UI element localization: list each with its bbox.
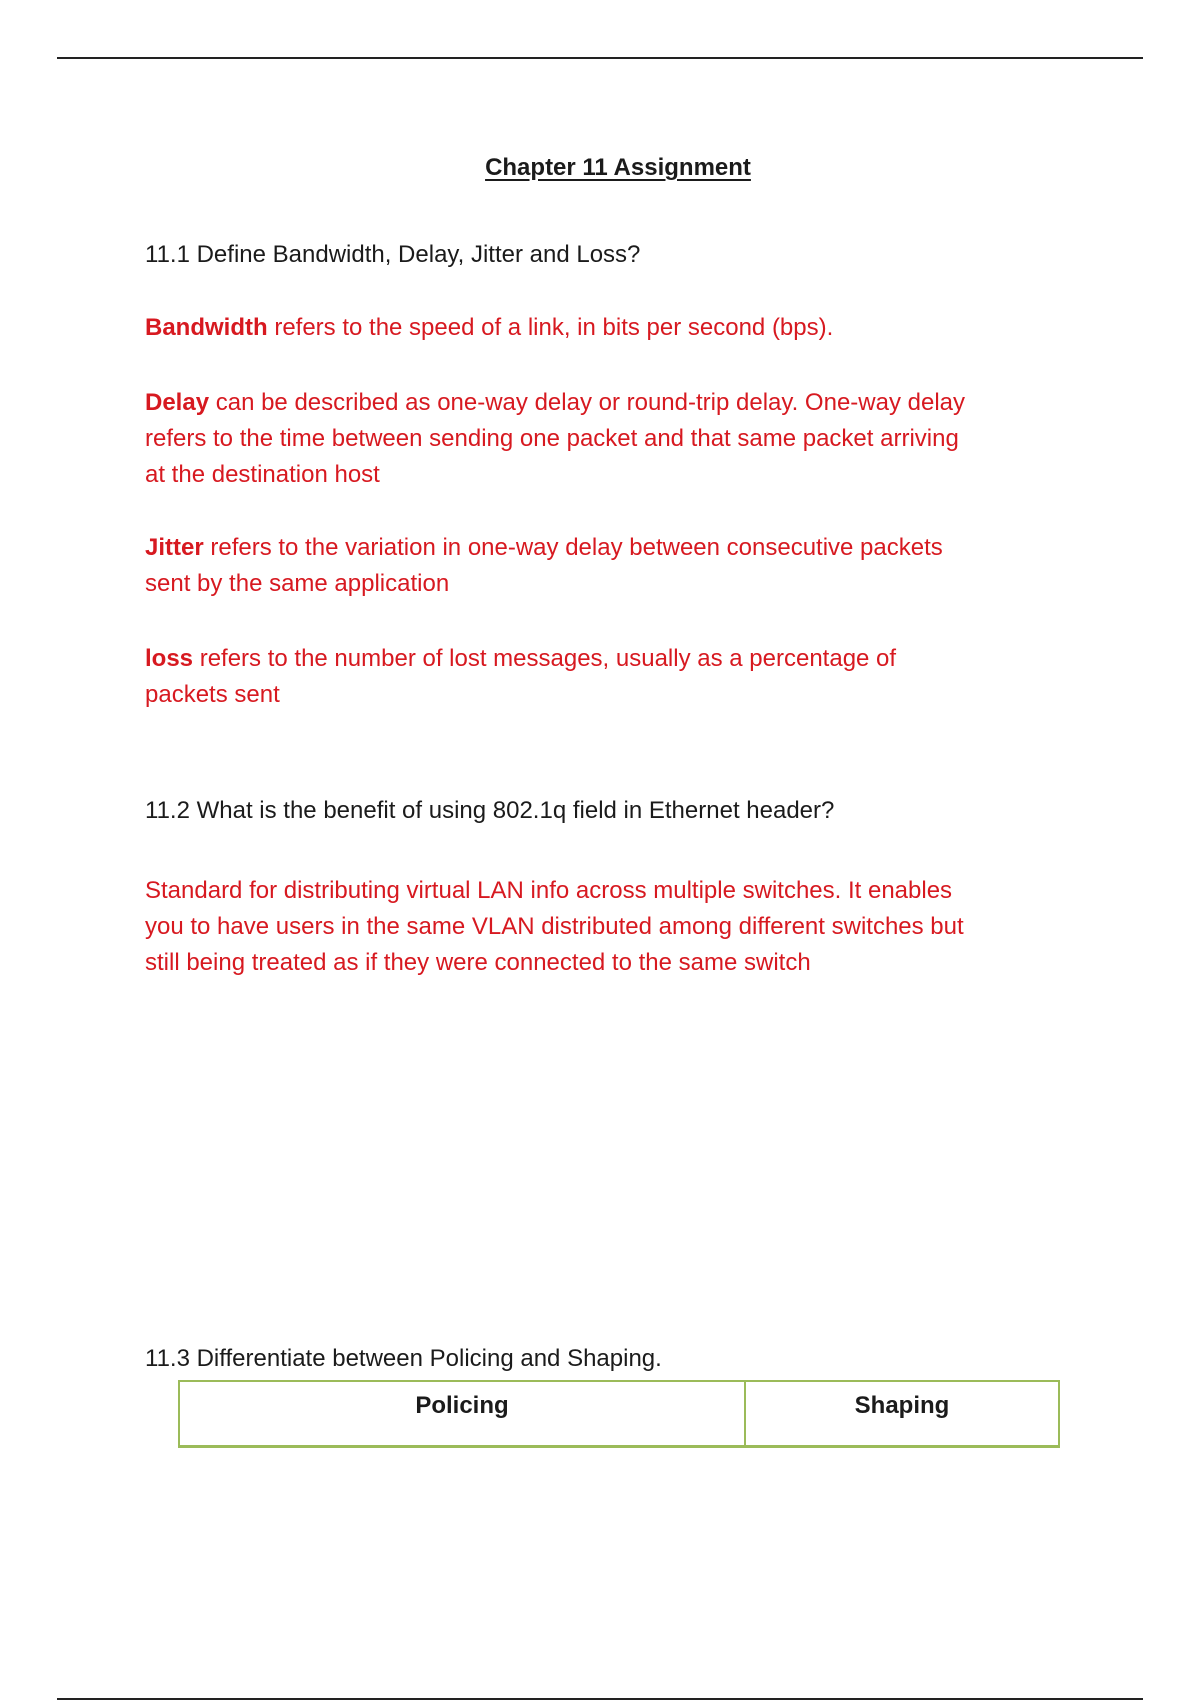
term-loss: loss xyxy=(145,645,194,672)
header-policing: Policing xyxy=(179,1381,745,1447)
answer-jitter xyxy=(145,530,975,602)
policing-shaping-table xyxy=(178,1380,1060,1448)
question-11-1: 11.1 Define Bandwidth, Delay, Jitter and Loss? xyxy=(145,241,641,268)
definition-delay: can be described as one-way delay or round-trip delay. One-way delay refers to the time between sending one packet and that same packet arriving at the destination host xyxy=(145,389,966,488)
header-shaping: Shaping xyxy=(854,1392,950,1419)
answer-bandwidth xyxy=(145,310,975,346)
table-header-row xyxy=(179,1381,1059,1447)
question-11-2: 11.2 What is the benefit of using 802.1q field in Ethernet header? xyxy=(145,797,835,824)
question-11-3: 11.3 Differentiate between Policing and Shaping. xyxy=(145,1345,662,1372)
term-bandwidth: Bandwidth xyxy=(145,314,268,341)
answer-loss xyxy=(145,641,975,713)
answer-delay xyxy=(145,385,975,493)
definition-jitter: refers to the variation in one-way delay between consecutive packets sent by the same application xyxy=(145,534,943,597)
term-delay: Delay xyxy=(145,389,210,416)
definition-bandwidth: refers to the speed of a link, in bits per second (bps). xyxy=(267,314,834,341)
page-title: Chapter 11 Assignment xyxy=(485,154,751,181)
header-rule xyxy=(57,57,1143,59)
definition-loss: refers to the number of lost messages, usually as a percentage of packets sent xyxy=(145,645,897,708)
term-jitter: Jitter xyxy=(145,534,204,561)
answer-802-1q: Standard for distributing virtual LAN info across multiple switches. It enables you to have users in the same VLAN distributed among different switches but still being treated as if they were connected to the same switch xyxy=(145,877,964,976)
